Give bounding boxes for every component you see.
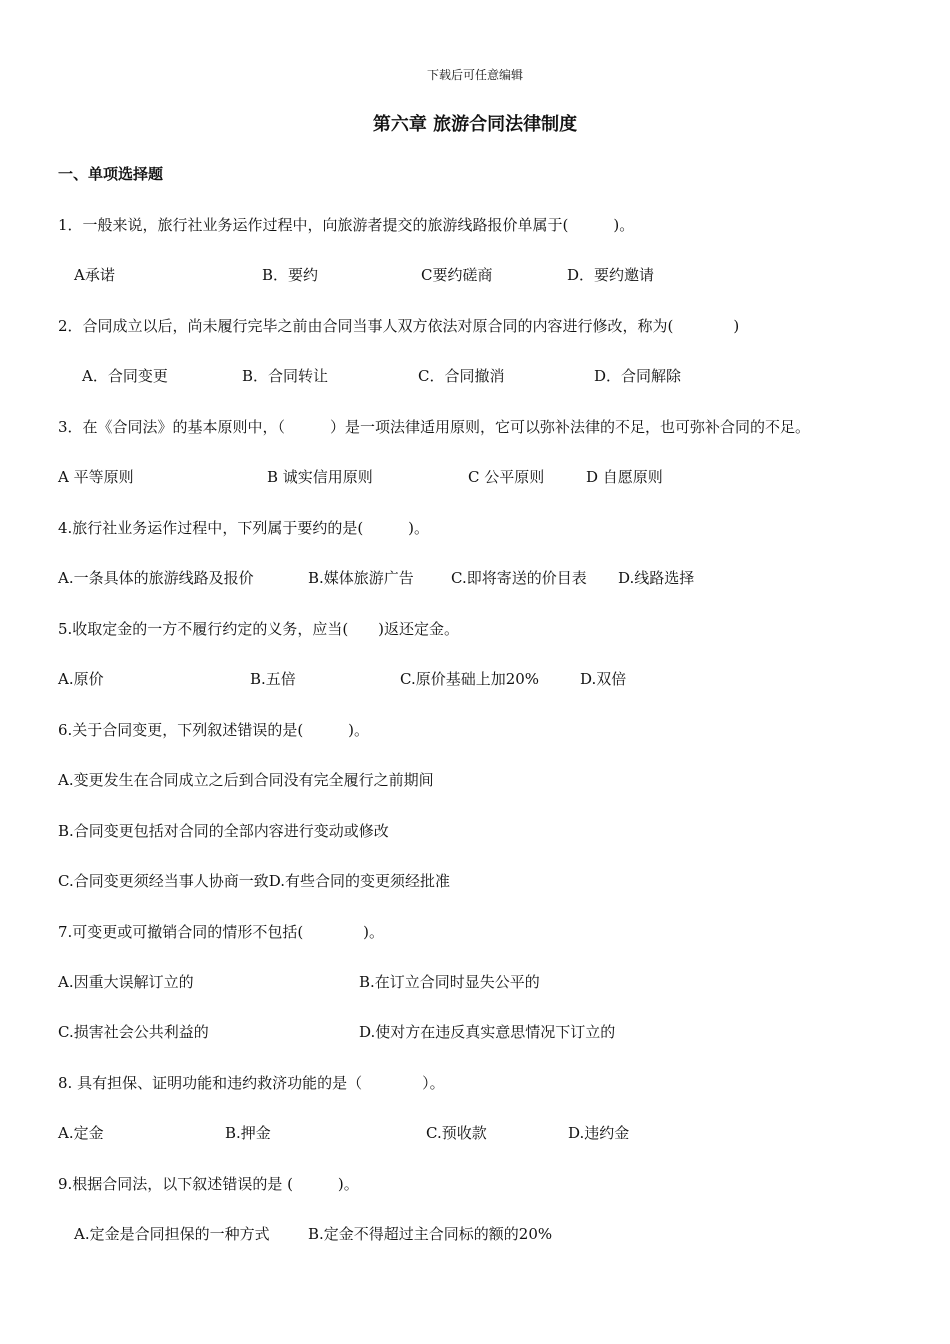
chapter-title: 第六章 旅游合同法律制度 [372, 114, 578, 135]
q4-option-b: B.媒体旅游广告 [308, 569, 414, 587]
q9-option-b: B.定金不得超过主合同标的额的20% [308, 1225, 553, 1243]
q5-option-c: C.原价基础上加20% [400, 670, 540, 688]
section-heading: 一、单项选择题 [58, 165, 164, 183]
question-6: 6.关于合同变更，下列叙述错误的是( )。 [58, 721, 370, 739]
q1-option-c: C要约磋商 [421, 266, 493, 284]
q6-option-line-2: B.合同变更包括对合同的全部内容进行变动或修改 [58, 822, 389, 840]
q3-option-d: D 自愿原则 [586, 468, 663, 486]
q8-option-a: A.定金 [58, 1124, 104, 1142]
q5-option-d: D.双倍 [580, 670, 627, 688]
question-8: 8. 具有担保、证明功能和违约救济功能的是（ ）。 [58, 1074, 445, 1092]
header-note: 下载后可任意编辑 [426, 68, 523, 82]
question-5: 5.收取定金的一方不履行约定的义务，应当( )返还定金。 [58, 620, 460, 638]
q1-option-d: D．要约邀请 [567, 266, 655, 284]
q4-option-a: A.一条具体的旅游线路及报价 [58, 569, 254, 587]
q1-option-a: A承诺 [74, 266, 115, 284]
q2-option-a: A．合同变更 [82, 367, 168, 385]
q3-option-a: A 平等原则 [58, 468, 134, 486]
q3-option-c: C 公平原则 [468, 468, 545, 486]
q9-option-a: A.定金是合同担保的一种方式 [74, 1225, 270, 1243]
q4-option-d: D.线路选择 [618, 569, 695, 587]
q5-option-a: A.原价 [58, 670, 104, 688]
question-9: 9.根据合同法，以下叙述错误的是 ( )。 [58, 1175, 359, 1193]
q6-option-line-1: A.变更发生在合同成立之后到合同没有完全履行之前期间 [58, 771, 434, 789]
q5-option-b: B.五倍 [250, 670, 296, 688]
q8-option-d: D.违约金 [568, 1124, 630, 1142]
q7-option-b: B.在订立合同时显失公平的 [359, 973, 540, 991]
q6-option-line-3: C.合同变更须经当事人协商一致D.有些合同的变更须经批准 [58, 872, 450, 890]
q7-option-c: C.损害社会公共利益的 [58, 1023, 209, 1041]
q4-option-c: C.即将寄送的价目表 [451, 569, 587, 587]
q1-option-b: B．要约 [262, 266, 319, 284]
question-1: 1．一般来说，旅行社业务运作过程中，向旅游者提交的旅游线路报价单属于( )。 [58, 216, 635, 234]
q2-option-c: C．合同撤消 [418, 367, 505, 385]
question-2: 2．合同成立以后，尚未履行完毕之前由合同当事人双方依法对原合同的内容进行修改，称为( ) [58, 317, 740, 335]
q7-option-a: A.因重大误解订立的 [58, 973, 194, 991]
question-3: 3．在《合同法》的基本原则中，（ ）是一项法律适用原则，它可以弥补法律的不足，也可弥补合同的不足。 [58, 418, 811, 436]
q3-option-b: B 诚实信用原则 [267, 468, 373, 486]
question-4: 4.旅行社业务运作过程中，下列属于要约的是( )。 [58, 519, 430, 537]
q7-option-d: D.使对方在违反真实意思情况下订立的 [359, 1023, 616, 1041]
q8-option-b: B.押金 [225, 1124, 271, 1142]
question-7: 7.可变更或可撤销合同的情形不包括( )。 [58, 923, 385, 941]
q2-option-d: D．合同解除 [594, 367, 682, 385]
q2-option-b: B．合同转让 [242, 367, 329, 385]
q8-option-c: C.预收款 [426, 1124, 487, 1142]
